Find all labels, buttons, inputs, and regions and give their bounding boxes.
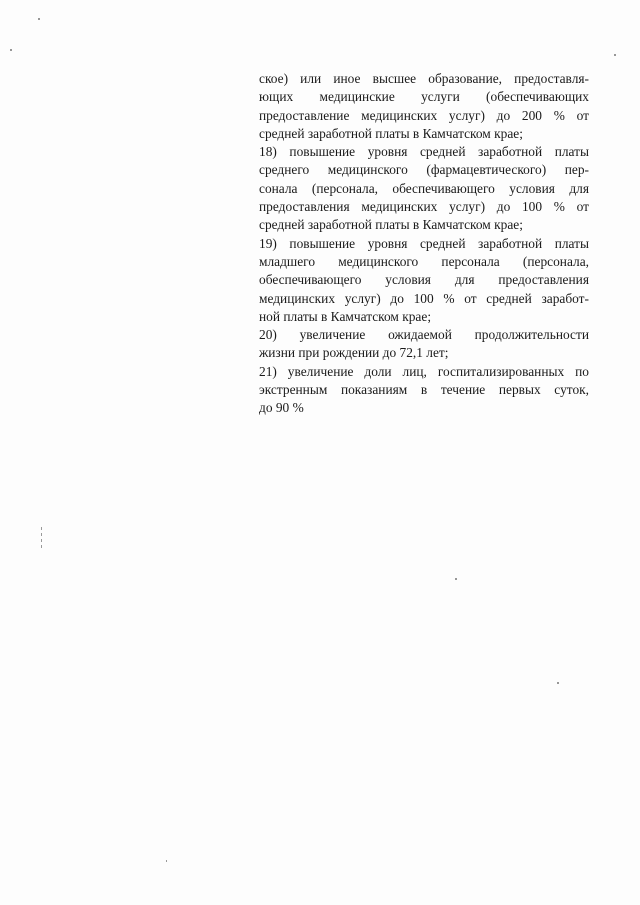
text-line: средней заработной платы в Камчатском крае; <box>259 217 523 233</box>
paragraph-continuation <box>259 70 589 143</box>
text-line: предоставления медицинских услуг) до 100 % от <box>259 199 589 215</box>
text-line: ной платы в Камчатском крае; <box>259 308 432 324</box>
scan-speck <box>10 49 12 51</box>
scan-speck <box>455 578 457 580</box>
scan-speck <box>38 18 40 20</box>
document-text-block <box>259 70 589 418</box>
paragraph-item-19 <box>259 235 589 326</box>
paragraph-item-18 <box>259 143 589 234</box>
text-line: 19) повышение уровня средней заработной платы <box>259 235 589 251</box>
text-line: 18) повышение уровня средней заработной платы <box>259 144 589 160</box>
text-line: до 90 % <box>259 400 304 416</box>
text-line: ское) или иное высшее образование, предоставля- <box>259 71 589 86</box>
text-line: жизни при рождении до 72,1 лет; <box>259 345 449 361</box>
scan-speck <box>166 860 167 862</box>
text-line: обеспечивающего условия для предоставления <box>259 272 589 288</box>
text-line: медицинских услуг) до 100 % от средней заработ- <box>259 290 589 306</box>
scan-speck <box>614 54 616 56</box>
text-line: сонала (персонала, обеспечивающего условия для <box>259 180 589 196</box>
text-line: младшего медицинского персонала (персонала, <box>259 253 589 269</box>
text-line: 21) увеличение доли лиц, госпитализированных по <box>259 363 589 379</box>
paragraph-item-20 <box>259 326 589 363</box>
text-line: 20) увеличение ожидаемой продолжительности <box>259 327 589 343</box>
text-line: среднего медицинского (фармацевтического) пер- <box>259 162 589 178</box>
margin-scan-marks <box>41 527 43 553</box>
paragraph-item-21 <box>259 363 589 418</box>
scan-speck <box>557 682 559 684</box>
text-line: предоставление медицинских услуг) до 200 % от <box>259 107 589 123</box>
text-line: средней заработной платы в Камчатском крае; <box>259 125 523 141</box>
text-line: ющих медицинские услуги (обеспечивающих <box>259 89 589 105</box>
text-line: экстренным показаниям в течение первых суток, <box>259 382 589 398</box>
